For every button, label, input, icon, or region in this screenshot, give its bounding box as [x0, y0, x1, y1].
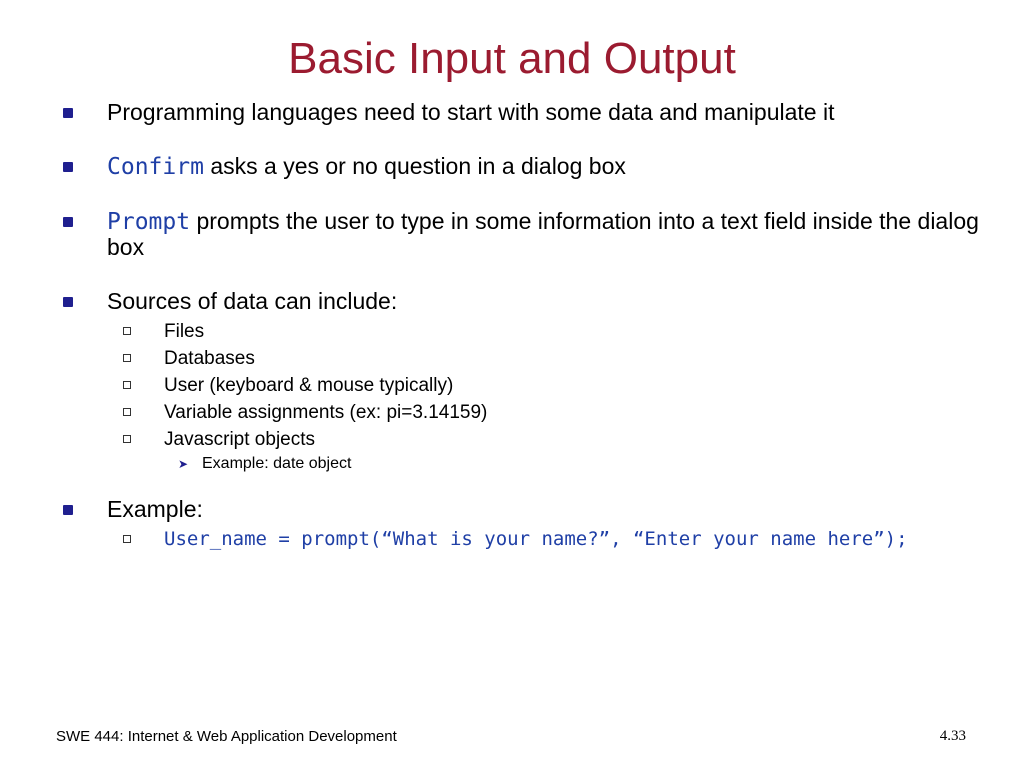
bullet-text: asks a yes or no question in a dialog box: [203, 153, 626, 179]
hollow-square-bullet-icon: [123, 354, 131, 362]
sub-bullet-item: [60, 426, 980, 453]
hollow-square-bullet-icon: [123, 381, 131, 389]
slide-content: [60, 100, 980, 550]
square-bullet-icon: [63, 217, 73, 227]
code-example-item: [60, 528, 980, 550]
sub-bullet-item: [60, 345, 980, 372]
bullet-text: Programming languages need to start with some data and manipulate it: [107, 99, 835, 125]
code-example-text: User_name = prompt(“What is your name?”, “Enter your name here”);: [164, 528, 908, 550]
page-number: 4.33: [939, 728, 966, 744]
sub-bullet-text: Files: [164, 321, 205, 342]
bullet-item: [60, 154, 980, 180]
sub-bullet-text: Databases: [164, 348, 255, 369]
bullet-item: [60, 209, 980, 260]
sub-bullet-text: Javascript objects: [164, 429, 316, 450]
sub-bullet-text: Variable assignments (ex: pi=3.14159): [164, 402, 488, 423]
slide-title: Basic Input and Output: [288, 34, 736, 83]
bullet-item: [60, 497, 980, 522]
sub-sub-bullet-text: Example: date object: [202, 455, 352, 472]
square-bullet-icon: [63, 505, 73, 515]
code-keyword: Confirm: [107, 154, 204, 180]
sub-bullet-item: [60, 318, 980, 345]
bullet-item: [60, 100, 980, 125]
square-bullet-icon: [63, 108, 73, 118]
bullet-text: prompts the user to type in some information into a text field inside the dialog box: [107, 208, 979, 260]
sub-sub-bullet-item: [60, 453, 980, 475]
hollow-square-bullet-icon: [123, 535, 131, 543]
arrow-bullet-icon: ➤: [178, 457, 189, 471]
hollow-square-bullet-icon: [123, 435, 131, 443]
square-bullet-icon: [63, 162, 73, 172]
code-keyword: Prompt: [107, 209, 191, 235]
bullet-item: [60, 289, 980, 314]
bullet-text: Sources of data can include:: [107, 288, 398, 314]
hollow-square-bullet-icon: [123, 408, 131, 416]
footer-course: SWE 444: Internet & Web Application Development: [56, 728, 397, 745]
sub-bullet-item: [60, 399, 980, 426]
sub-bullet-item: [60, 372, 980, 399]
square-bullet-icon: [63, 297, 73, 307]
sub-bullet-text: User (keyboard & mouse typically): [164, 375, 454, 396]
bullet-text: Example:: [107, 496, 203, 522]
hollow-square-bullet-icon: [123, 327, 131, 335]
